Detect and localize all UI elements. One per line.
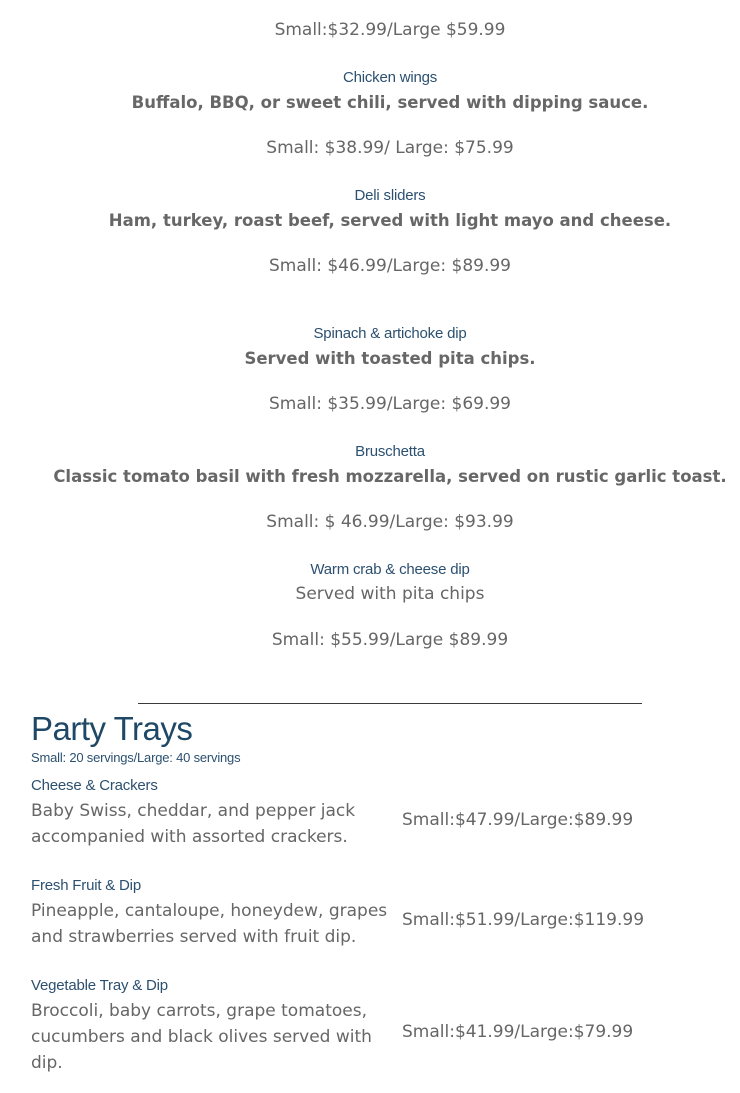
item-description: Ham, turkey, roast beef, served with light mayo and cheese. (108, 211, 672, 230)
tray-price: Small:$47.99/Large:$89.99 (402, 810, 634, 830)
item-price: Small: $35.99/Large: $69.99 (268, 394, 511, 414)
tray-description: Broccoli, baby carrots, grape tomatoes, cucumbers and black olives served with dip. (31, 1001, 372, 1073)
item-title-bruschetta: Bruschetta (355, 443, 425, 460)
tray-price: Small:$41.99/Large:$79.99 (402, 1022, 634, 1042)
item-title-spinach-dip: Spinach & artichoke dip (313, 325, 467, 342)
tray-title-vegetable-tray: Vegetable Tray & Dip (31, 977, 168, 994)
section-subtitle: Small: 20 servings/Large: 40 servings (31, 750, 241, 765)
section-title: Party Trays (31, 710, 193, 747)
item-description: Served with pita chips (295, 584, 485, 604)
item-price: Small: $55.99/Large $89.99 (271, 630, 509, 650)
tray-price: Small:$51.99/Large:$119.99 (402, 910, 645, 930)
tray-title-cheese-crackers: Cheese & Crackers (31, 777, 158, 794)
tray-description: Baby Swiss, cheddar, and pepper jack accompanied with assorted crackers. (31, 801, 356, 847)
item-description: Buffalo, BBQ, or sweet chili, served with dipping sauce. (131, 93, 649, 112)
item-title-deli-sliders: Deli sliders (354, 187, 426, 204)
tray-title-fruit-dip: Fresh Fruit & Dip (31, 877, 141, 894)
tray-description: Pineapple, cantaloupe, honeydew, grapes and strawberries served with fruit dip. (31, 901, 388, 947)
item-description: Classic tomato basil with fresh mozzarella, served on rustic garlic toast. (53, 467, 727, 486)
item-description: Served with toasted pita chips. (244, 349, 536, 368)
item-title-crab-dip: Warm crab & cheese dip (310, 561, 470, 578)
item-price: Small: $38.99/ Large: $75.99 (266, 138, 514, 158)
section-divider (138, 703, 642, 704)
item-price: Small: $ 46.99/Large: $93.99 (266, 512, 514, 532)
item-title-chicken-wings: Chicken wings (342, 69, 438, 86)
item-price: Small:$32.99/Large $59.99 (274, 20, 506, 40)
item-price: Small: $46.99/Large: $89.99 (268, 256, 511, 276)
